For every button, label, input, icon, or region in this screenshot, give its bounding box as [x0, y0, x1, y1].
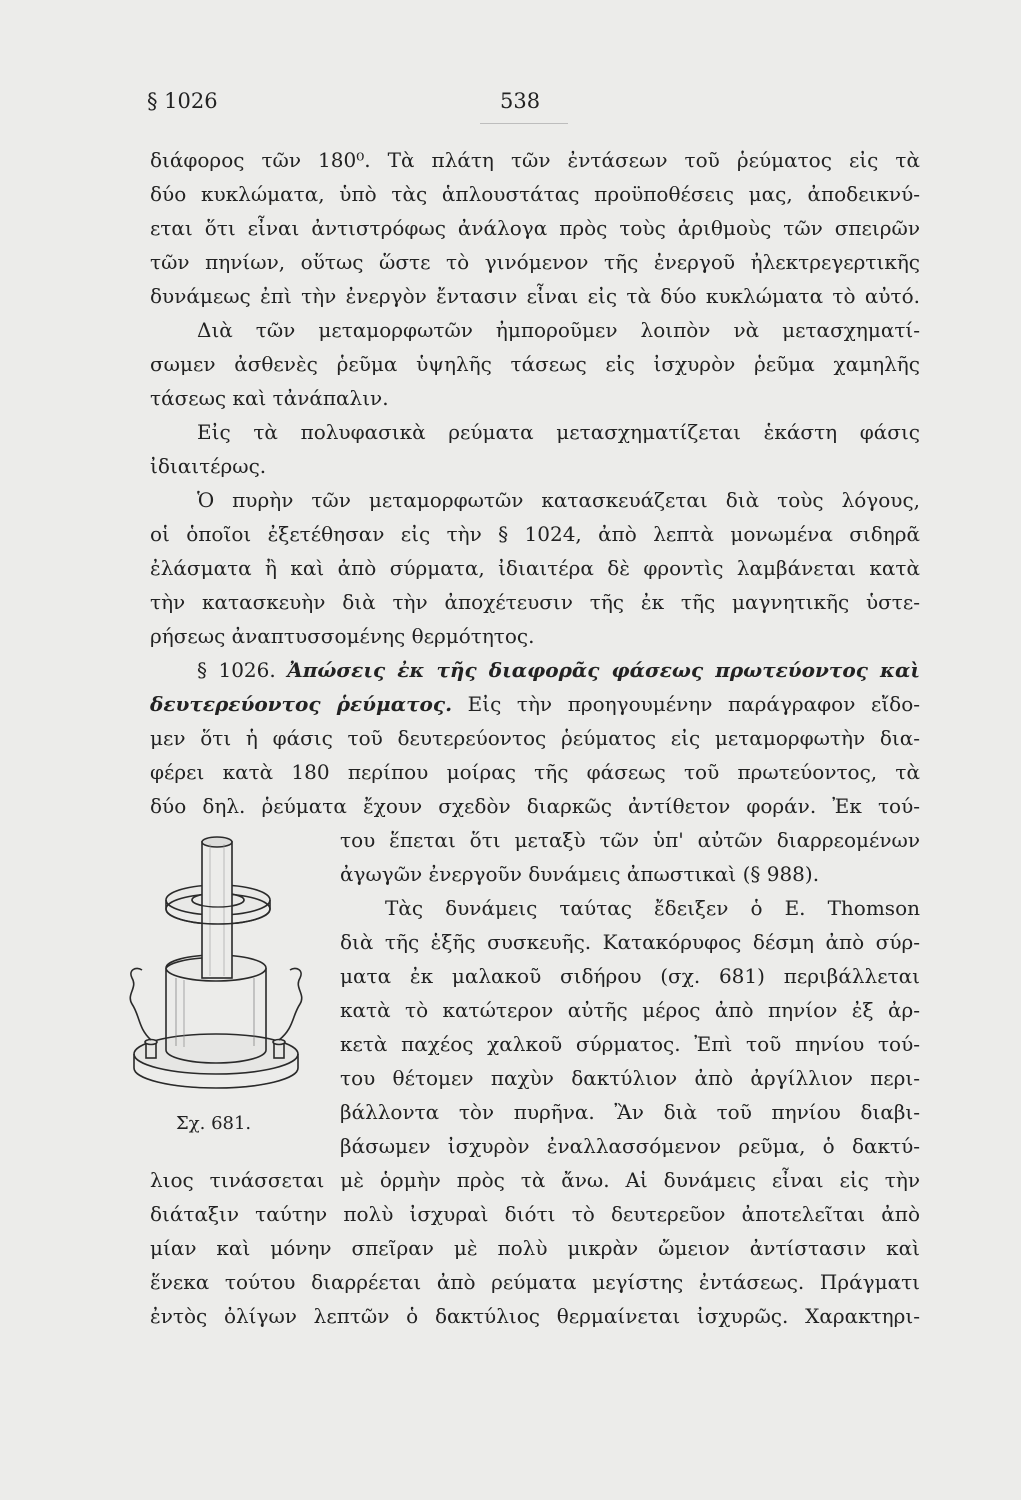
apparatus-illustration [118, 818, 324, 1118]
text-line: φέρει κατὰ 180 περίπου μοίρας τῆς φάσεως τοῦ πρωτεύοντος, τὰ [150, 760, 920, 784]
text-line: τάσεως καὶ τἀνάπαλιν. [150, 386, 389, 410]
text-line: του θέτομεν παχὺν δακτύλιον ἀπὸ ἀργίλλιον περι- [340, 1066, 920, 1090]
figure-caption: Σχ. 681. [176, 1113, 252, 1134]
text-line: Τὰς δυνάμεις ταύτας ἔδειξεν ὁ E. Thomson [385, 896, 920, 920]
text-line: ἕνεκα τούτου διαρρέεται ἀπὸ ρεύματα μεγίστης ἐντάσεως. Πράγματι [150, 1270, 920, 1294]
text-line: εται ὅτι εἶναι ἀντιστρόφως ἀνάλογα πρὸς τοὺς ἀριθμοὺς τῶν σπειρῶν [150, 216, 920, 240]
text-line: μίαν καὶ μόνην σπεῖραν μὲ πολὺ μικρὰν ὤμειον ἀντίστασιν καὶ [150, 1236, 920, 1260]
section-reference: § 1026 [147, 89, 218, 113]
thomson-apparatus-figure [118, 818, 324, 1118]
header-rule [480, 123, 568, 124]
text-line: Ὁ πυρὴν τῶν μεταμορφωτῶν κατασκευάζεται διὰ τοὺς λόγους, [197, 488, 920, 512]
section-heading-line [150, 687, 920, 721]
text-line: ἰδιαιτέρως. [150, 454, 267, 478]
text-line: ἐλάσματα ἢ καὶ ἀπὸ σύρματα, ἰδιαιτέρα δὲ φροντὶς λαμβάνεται κατὰ [150, 556, 920, 580]
text-line: κατὰ τὸ κατώτερον αὐτῆς μέρος ἀπὸ πηνίον ἐξ ἀρ- [340, 998, 920, 1022]
text-line: του ἕπεται ὅτι μεταξὺ τῶν ὑπ' αὐτῶν διαρρεομένων [340, 828, 920, 852]
text-line: οἱ ὁποῖοι ἐξετέθησαν εἰς τὴν § 1024, ἀπὸ λεπτὰ μονωμένα σιδηρᾶ [150, 522, 920, 546]
section-heading-line [197, 653, 920, 687]
text-line: τῶν πηνίων, οὕτως ὥστε τὸ γινόμενον τῆς ἐνεργοῦ ἠλεκτρεγερτικῆς [150, 250, 920, 274]
page-number: 538 [500, 89, 541, 113]
text-line: κετὰ παχέος χαλκοῦ σύρματος. Ἐπὶ τοῦ πηνίου τού- [340, 1032, 920, 1056]
text-line: ρήσεως ἀναπτυσσομένης θερμότητος. [150, 624, 535, 648]
text-line: βάσωμεν ἰσχυρὸν ἐναλλασσόμενον ρεῦμα, ὁ δακτύ- [340, 1134, 920, 1158]
section-title: Ἀπώσεις ἐκ τῆς διαφορᾶς φάσεως πρωτεύοντος καὶ [287, 658, 921, 682]
text-line: διάφορος τῶν 180⁰. Τὰ πλάτη τῶν ἐντάσεων τοῦ ῥεύματος εἰς τὰ [150, 148, 920, 172]
text-line: βάλλοντα τὸν πυρῆνα. Ἂν διὰ τοῦ πηνίου διαβι- [340, 1100, 920, 1124]
text-line: Εἰς τὰ πολυφασικὰ ρεύματα μετασχηματίζεται ἑκάστη φάσις [197, 420, 920, 444]
text-line: σωμεν ἀσθενὲς ῥεῦμα ὑψηλῆς τάσεως εἰς ἰσχυρὸν ῥεῦμα χαμηλῆς [150, 352, 920, 376]
text-line: λιος τινάσσεται μὲ ὁρμὴν πρὸς τὰ ἄνω. Αἱ δυνάμεις εἶναι εἰς τὴν [150, 1168, 920, 1192]
text-line: ματα ἐκ μαλακοῦ σιδήρου (σχ. 681) περιβάλλεται [340, 964, 920, 988]
text-line: τὴν κατασκευὴν διὰ τὴν ἀποχέτευσιν τῆς ἐκ τῆς μαγνητικῆς ὑστε- [150, 590, 920, 614]
text-line: διάταξιν ταύτην πολὺ ἰσχυραὶ διότι τὸ δευτερεῦον ἀποτελεῖται ἀπὸ [150, 1202, 920, 1226]
text-line: Διὰ τῶν μεταμορφωτῶν ἠμποροῦμεν λοιπὸν νὰ μετασχηματί- [197, 318, 920, 342]
text-line: ἐντὸς ὀλίγων λεπτῶν ὁ δακτύλιος θερμαίνεται ἰσχυρῶς. Χαρακτηρι- [150, 1304, 920, 1328]
text-line: δύο δηλ. ῥεύματα ἔχουν σχεδὸν διαρκῶς ἀντίθετον φοράν. Ἐκ τού- [150, 794, 920, 818]
section-number: § 1026. [197, 658, 276, 682]
text-line: δύο κυκλώματα, ὑπὸ τὰς ἁπλουστάτας προϋποθέσεις μας, ἀποδεικνύ- [150, 182, 920, 206]
text-line: μεν ὅτι ἡ φάσις τοῦ δευτερεύοντος ῥεύματος εἰς μεταμορφωτὴν δια- [150, 726, 920, 750]
section-title-continued: δευτερεύοντος ῥεύματος. [150, 692, 453, 716]
text-line: ἀγωγῶν ἐνεργοῦν δυνάμεις ἀπωστικαὶ (§ 988). [340, 862, 820, 886]
section-text: Εἰς τὴν προηγουμένην παράγραφον εἴδο- [467, 692, 920, 716]
text-line: δυνάμεως ἐπὶ τὴν ἐνεργὸν ἔντασιν εἶναι εἰς τὰ δύο κυκλώματα τὸ αὐτό. [150, 284, 920, 308]
text-line: διὰ τῆς ἑξῆς συσκευῆς. Κατακόρυφος δέσμη ἀπὸ σύρ- [340, 930, 920, 954]
